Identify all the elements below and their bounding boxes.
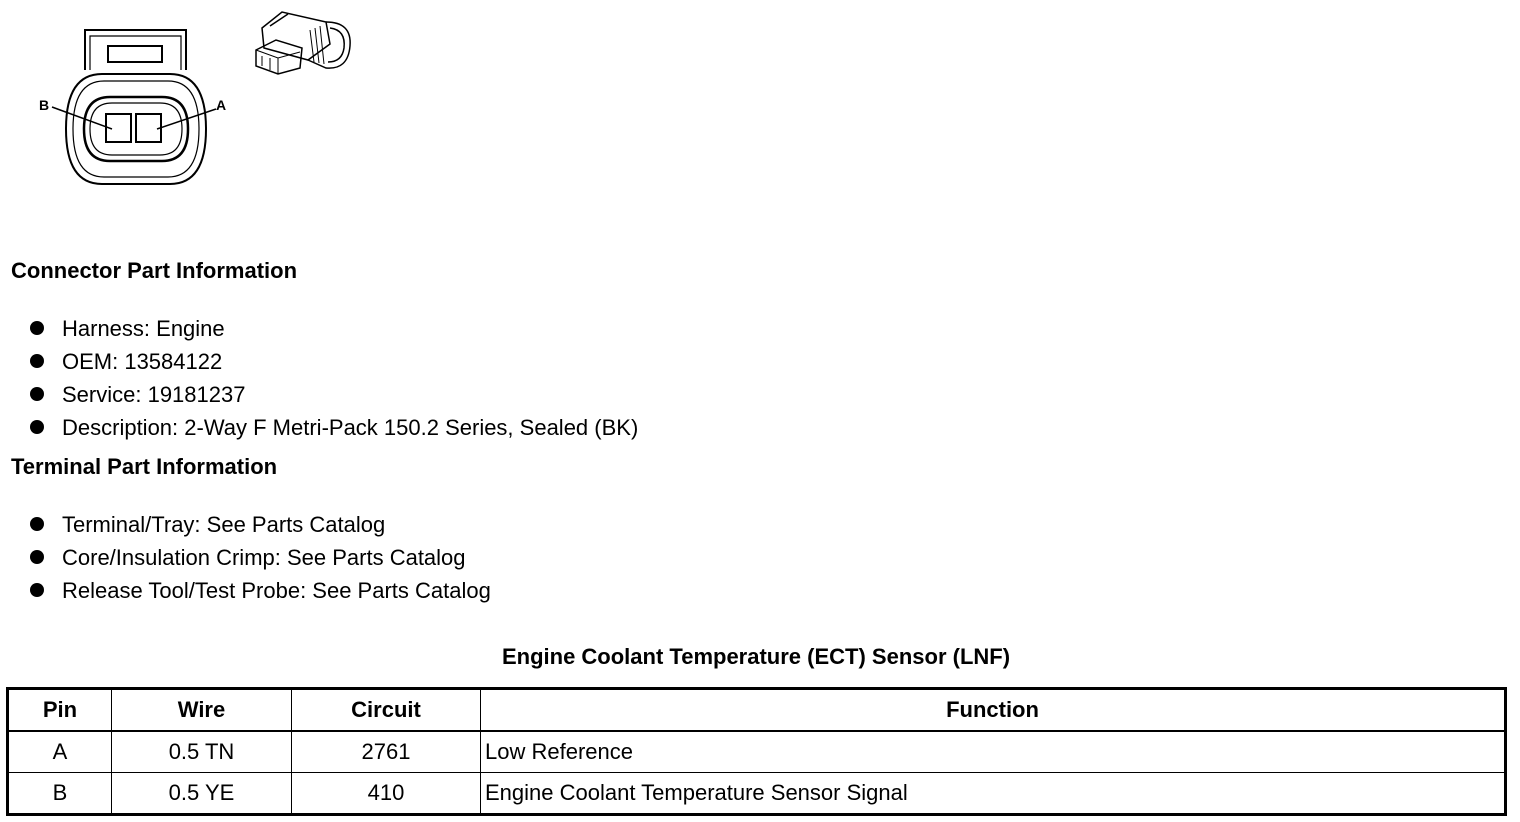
terminal-part-info-list <box>28 508 491 607</box>
list-item-text: Harness: Engine <box>62 316 225 341</box>
bullet-icon <box>30 387 44 401</box>
list-item-text: Core/Insulation Crimp: See Parts Catalog <box>62 545 466 570</box>
cell-circuit: 2761 <box>292 731 481 773</box>
table-header-row <box>8 689 1506 732</box>
cell-wire: 0.5 TN <box>112 731 292 773</box>
header-circuit: Circuit <box>292 689 481 732</box>
bullet-icon <box>30 517 44 531</box>
list-item <box>28 508 491 541</box>
bullet-icon <box>30 420 44 434</box>
list-item-text: OEM: 13584122 <box>62 349 223 374</box>
list-item-text: Release Tool/Test Probe: See Parts Catalog <box>62 578 491 603</box>
bullet-icon <box>30 583 44 597</box>
cell-wire: 0.5 YE <box>112 773 292 815</box>
list-item <box>28 378 638 411</box>
connector-part-info-heading: Connector Part Information <box>11 258 298 283</box>
list-item <box>28 574 491 607</box>
list-item <box>28 411 638 444</box>
table-row <box>8 731 1506 773</box>
connector-front-view <box>52 30 216 184</box>
header-pin: Pin <box>8 689 112 732</box>
cell-circuit: 410 <box>292 773 481 815</box>
cell-pin: B <box>8 773 112 815</box>
pinout-table <box>6 687 1507 816</box>
list-item <box>28 345 638 378</box>
bullet-icon <box>30 321 44 335</box>
list-item <box>28 541 491 574</box>
cell-function: Low Reference <box>481 731 1506 773</box>
table-row <box>8 773 1506 815</box>
connector-isometric-view <box>256 12 350 74</box>
bullet-icon <box>30 550 44 564</box>
connector-diagram <box>30 8 360 193</box>
table-caption: Engine Coolant Temperature (ECT) Sensor (LNF) <box>501 644 1011 669</box>
header-function: Function <box>481 689 1506 732</box>
list-item-text: Terminal/Tray: See Parts Catalog <box>62 512 386 537</box>
list-item-text: Service: 19181237 <box>62 382 246 407</box>
bullet-icon <box>30 354 44 368</box>
list-item-text: Description: 2-Way F Metri-Pack 150.2 Series, Sealed (BK) <box>62 415 639 440</box>
list-item <box>28 312 638 345</box>
terminal-part-info-heading: Terminal Part Information <box>11 454 278 479</box>
cell-pin: A <box>8 731 112 773</box>
cell-function: Engine Coolant Temperature Sensor Signal <box>481 773 1506 815</box>
connector-part-info-list <box>28 312 638 444</box>
pin-label-b: B <box>39 97 50 113</box>
header-wire: Wire <box>112 689 292 732</box>
pin-label-a: A <box>216 97 227 113</box>
